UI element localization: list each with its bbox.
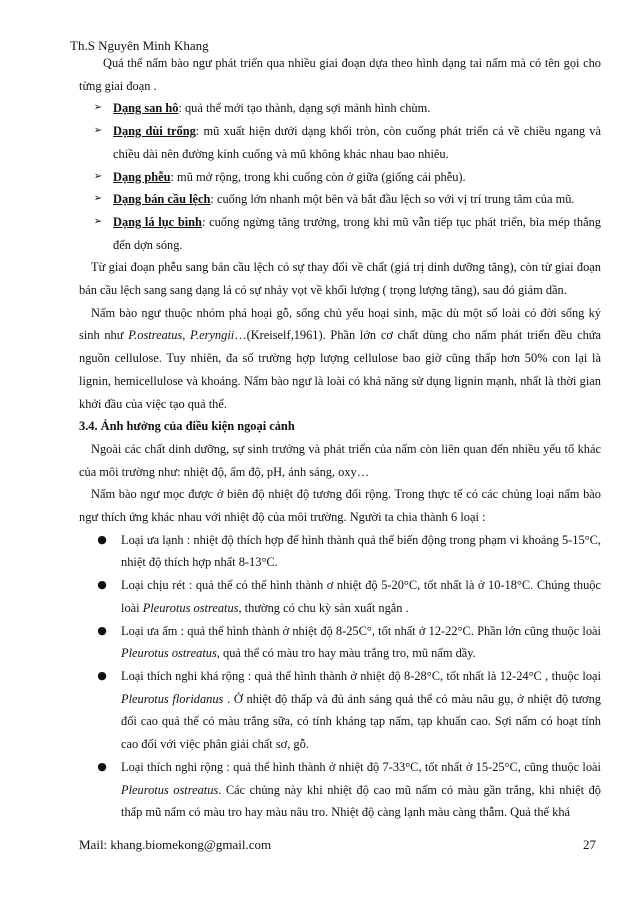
temperature-type-item bbox=[79, 574, 601, 619]
stage-term: Dạng phễu bbox=[113, 169, 171, 184]
arrow-bullet-icon: ➢ bbox=[93, 193, 103, 205]
species-name: Pleurotus ostreatus bbox=[142, 600, 239, 615]
lignin-paragraph bbox=[79, 302, 601, 416]
species-name: Pleurotus ostreatus bbox=[121, 782, 219, 797]
lignin-text-before: Nấm bào ngư thuộc nhóm phá hoại gỗ, sống chủ yếu hoại sinh, mặc dù một số loài có đời sống ký sinh như bbox=[79, 305, 601, 343]
bullet-dot-icon: ● bbox=[97, 668, 107, 682]
stage-list bbox=[79, 97, 601, 256]
temperature-type-item bbox=[79, 756, 601, 824]
environment-paragraph: Ngoài các chất dinh dưỡng, sự sinh trưởng và phát triển của nấm còn liên quan đến nhiều yếu tố khác của môi trường như: nhiệt độ, ẩm độ, pH, ánh sáng, oxy… bbox=[79, 441, 601, 479]
type-text-before: Loại thích nghi khá rộng : quả thể hình thành ở nhiệt độ 8-28°C, tốt nhất là 12-24°C , thuộc loại bbox=[121, 668, 601, 683]
stage-item bbox=[79, 166, 601, 189]
stage-desc: : mũ xuất hiện dưới dạng khối tròn, còn cuống phát triển cả về chiều ngang và chiều dài nên đường kính cuống và mũ không khác nhau bao nhiêu. bbox=[113, 124, 601, 161]
stage-item bbox=[79, 188, 601, 211]
type-text-after: . Các chủng này khi nhiệt độ cao mũ nấm có màu gần trắng, khi nhiệt độ thấp mũ nấm có màu tro hay màu nâu tro. Nhiệt độ càng lạnh màu càng thẫm. Quả thể khá bbox=[121, 782, 601, 820]
stage-desc: : cuống ngừng tăng trưởng, trong khi mũ vẫn tiếp tục phát triển, bìa mép thẳng đến dợn sóng. bbox=[113, 214, 601, 252]
temperature-type-item bbox=[79, 665, 601, 756]
bullet-dot-icon: ● bbox=[97, 578, 107, 592]
temperature-type-item bbox=[79, 529, 601, 574]
header-author: Th.S Nguyên Minh Khang bbox=[70, 38, 209, 53]
page-number: 27 bbox=[583, 837, 596, 852]
type-text-after: , quả thể có màu tro hay màu trắng tro, mũ nấm dầy. bbox=[216, 646, 476, 661]
type-text-before: Loại ưa lạnh : nhiệt độ thích hợp để hình thành quả thể biến động trong phạm vi khoảng 5-15°C, nhiệt độ thích hợp nhất 8-13°C. bbox=[121, 532, 601, 570]
species-name: Pleurotus ostreatus bbox=[121, 646, 217, 661]
stage-term: Dạng san hô bbox=[113, 101, 179, 116]
stage-term: Dạng dùi trống bbox=[113, 124, 196, 139]
species-name: Pleurotus floridanus bbox=[121, 691, 224, 706]
stage-item bbox=[79, 97, 601, 120]
type-text-before: Loại ưa ấm : quả thể hình thành ở nhiệt độ 8-25C°, tốt nhất ở 12-22°C. Phần lớn cũng thuộc loài bbox=[121, 623, 601, 638]
stage-desc: : mũ mở rộng, trong khi cuống còn ở giữa (giống cái phễu). bbox=[170, 169, 466, 184]
temperature-type-list bbox=[79, 529, 601, 824]
type-text-after: , thường có chu kỳ sản xuất ngắn . bbox=[238, 600, 409, 615]
stage-term: Dạng lá lục bình bbox=[113, 214, 202, 229]
bullet-dot-icon: ● bbox=[97, 759, 107, 773]
section-heading: 3.4. Ảnh hưởng của điều kiện ngoại cảnh bbox=[79, 419, 295, 434]
lignin-text-after: …(Kreiself,1961). Phần lớn cơ chất dùng cho nấm phát triển đều chứa nguồn cellulose. Tuy nhiên, đa số trường hợp lượng cellulose bao giờ cũng thấp hơn 50% con lại là lignin, hemicellulose và khoáng. Nấm bào ngư là loài có khả năng sử dụng lignin mạnh, nhất là thời gian khởi đầu của việc tạo quả thể. bbox=[79, 328, 601, 411]
temperature-type-item bbox=[79, 620, 601, 665]
transition-paragraph: Từ giai đoạn phễu sang bán cầu lệch có sự thay đổi về chất (giá trị dinh dưỡng tăng), còn từ giai đoạn bán cầu lệch sang sang dạng lá có sự nhảy vọt về khối lượng ( trọng lượng tăng), sau đó giảm dần. bbox=[79, 260, 601, 298]
arrow-bullet-icon: ➢ bbox=[93, 102, 103, 114]
temperature-paragraph: Nấm bào ngư mọc được ở biên độ nhiệt độ tương đối rộng. Trong thực tế có các chủng loại nấm bào ngư thích ứng khác nhau với nhiệt độ của môi trường. Người ta chia thành 6 loại : bbox=[79, 487, 601, 525]
bullet-dot-icon: ● bbox=[97, 623, 107, 637]
intro-paragraph: Quá thể nấm bào ngư phát triển qua nhiều giai đoạn dựa theo hình dạng tai nấm mà có tên gọi cho từng giai đoạn . bbox=[79, 56, 601, 93]
species-names: P.ostreatus, P.eryngii bbox=[128, 328, 235, 343]
type-text-before: Loại thích nghi rộng : quả thể hình thành ở nhiệt độ 7-33°C, tốt nhất ở 15-25°C, cũng thuộc loài bbox=[121, 759, 601, 774]
stage-item bbox=[79, 120, 601, 165]
stage-term: Dạng bán cầu lệch bbox=[113, 192, 211, 207]
type-text-before: Loại chịu rét : quả thể có thể hình thành ơ nhiệt độ 5-20°C, tốt nhất là ở 10-18°C. Chúng thuộc loài bbox=[121, 578, 601, 615]
stage-desc: : quả thể mới tạo thành, dạng sợi mảnh hình chùm. bbox=[178, 101, 431, 116]
bullet-dot-icon: ● bbox=[97, 532, 107, 546]
stage-item bbox=[79, 211, 601, 256]
arrow-bullet-icon: ➢ bbox=[93, 215, 103, 227]
type-text-after: . Ở nhiệt độ thấp và đủ ánh sáng quả thể có màu nâu gụ, ở nhiệt độ tương đối cao quả thể có màu trắng sữa, có tính kháng tạp nấm, tạp khuẩn cao. Sợi nấm có hoạt tính cao đối với việc phân giải chất sơ, gỗ. bbox=[121, 691, 601, 752]
stage-desc: : cuống lớn nhanh một bên và bắt đầu lệch so với vị trí trung tâm của mũ. bbox=[210, 192, 575, 207]
arrow-bullet-icon: ➢ bbox=[93, 125, 103, 137]
page-body bbox=[79, 52, 601, 824]
footer-mail: Mail: khang.biomekong@gmail.com bbox=[79, 837, 272, 852]
arrow-bullet-icon: ➢ bbox=[93, 170, 103, 182]
